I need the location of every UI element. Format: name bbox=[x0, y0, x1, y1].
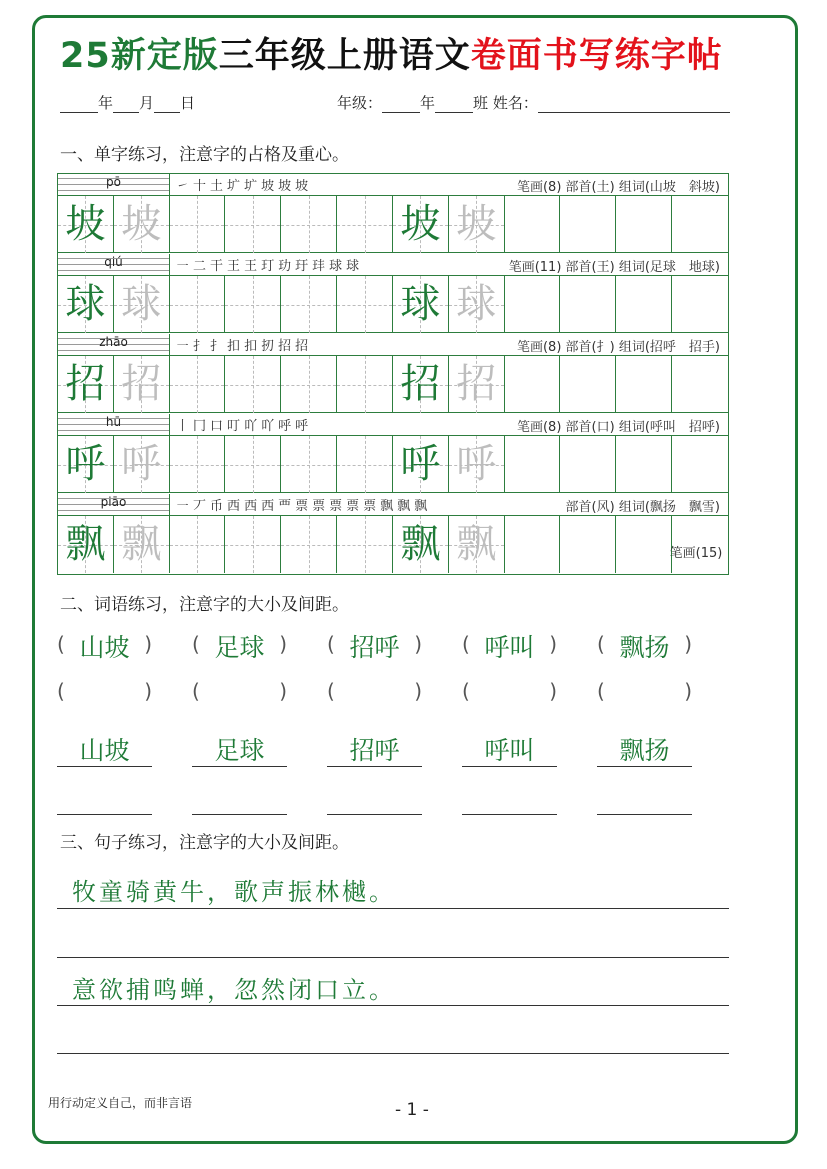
radical: 部首(口) bbox=[565, 420, 615, 435]
writing-cell[interactable] bbox=[449, 436, 505, 493]
writing-cell[interactable] bbox=[337, 196, 393, 253]
char-meta bbox=[566, 496, 720, 515]
writing-cell[interactable] bbox=[337, 276, 393, 333]
writing-cell[interactable] bbox=[616, 276, 672, 333]
model-character: 球 bbox=[400, 281, 441, 327]
writing-cell[interactable] bbox=[449, 356, 505, 413]
pinyin: qiú bbox=[104, 255, 123, 269]
stroke-step: 招 bbox=[295, 339, 309, 354]
word-line-blank[interactable] bbox=[597, 814, 692, 815]
model-character: 呼 bbox=[65, 441, 106, 487]
writing-cell[interactable] bbox=[505, 196, 561, 253]
model-character: 飘 bbox=[400, 521, 441, 567]
word-examples: 组词(山坡 斜坡) bbox=[618, 180, 720, 195]
writing-cell[interactable] bbox=[281, 436, 337, 493]
writing-cell[interactable] bbox=[225, 356, 281, 413]
word-line[interactable] bbox=[462, 766, 557, 767]
word-line-blank[interactable] bbox=[192, 814, 287, 815]
stroke-step: 扌 bbox=[210, 339, 224, 354]
stroke-step: 呼 bbox=[295, 419, 309, 434]
writing-cell[interactable] bbox=[672, 276, 728, 333]
writing-row bbox=[58, 356, 728, 413]
writing-cell[interactable] bbox=[393, 276, 449, 333]
stroke-step: 扨 bbox=[261, 339, 275, 354]
writing-cell[interactable] bbox=[672, 196, 728, 253]
character-practice-grid bbox=[57, 173, 729, 575]
pinyin-blank[interactable]: ( ) bbox=[192, 679, 287, 703]
writing-cell[interactable] bbox=[58, 356, 114, 413]
grade-label: 年级： bbox=[337, 94, 383, 112]
word-examples: 组词(飘扬 飘雪) bbox=[618, 500, 720, 515]
sentence-1: 牧童骑黄牛，歌声振林樾。 bbox=[72, 878, 396, 906]
writing-row bbox=[58, 516, 728, 573]
writing-cell[interactable] bbox=[616, 196, 672, 253]
word-with-parens: 呼叫 bbox=[484, 633, 535, 662]
pinyin: piāo bbox=[100, 495, 127, 509]
writing-cell[interactable] bbox=[393, 516, 449, 573]
stroke-step: 扌 bbox=[193, 339, 207, 354]
writing-cell[interactable] bbox=[281, 276, 337, 333]
stroke-step: 圹 bbox=[244, 179, 258, 194]
writing-cell[interactable] bbox=[449, 196, 505, 253]
section3-heading: 三、句子练习，注意字的大小及间距。 bbox=[60, 833, 349, 853]
char-meta bbox=[517, 416, 720, 435]
writing-cell[interactable] bbox=[560, 356, 616, 413]
stroke-step: 丆 bbox=[193, 499, 207, 514]
word-parens: ( ) bbox=[462, 632, 557, 656]
trace-character: 飘 bbox=[121, 521, 162, 567]
stroke-step: 球 bbox=[329, 259, 343, 274]
word-examples: 组词(足球 地球) bbox=[618, 260, 720, 275]
writing-cell[interactable] bbox=[560, 436, 616, 493]
word-on-line: 招呼 bbox=[349, 736, 400, 765]
radical: 部首(风) bbox=[565, 500, 615, 515]
writing-cell[interactable] bbox=[672, 436, 728, 493]
stroke-step: 坡 bbox=[261, 179, 275, 194]
stroke-step: 王 bbox=[227, 259, 241, 274]
word-parens: ( ) bbox=[327, 632, 422, 656]
writing-cell[interactable] bbox=[170, 516, 226, 573]
pinyin-box bbox=[58, 254, 170, 275]
pinyin-blank[interactable]: ( ) bbox=[597, 679, 692, 703]
stroke-step: 西 bbox=[261, 499, 275, 514]
word-line-blank[interactable] bbox=[327, 814, 422, 815]
writing-cell[interactable] bbox=[114, 196, 170, 253]
pinyin-blank[interactable]: ( ) bbox=[327, 679, 422, 703]
stroke-step: 口 bbox=[210, 419, 224, 434]
stroke-step: 票 bbox=[329, 499, 343, 514]
pinyin-blank[interactable]: ( ) bbox=[57, 679, 152, 703]
info-row bbox=[58, 414, 728, 436]
char-meta bbox=[517, 176, 720, 195]
word-examples: 组词(呼叫 招呼) bbox=[618, 420, 720, 435]
writing-cell[interactable] bbox=[672, 356, 728, 413]
word-with-parens: 飘扬 bbox=[619, 633, 670, 662]
writing-cell[interactable] bbox=[616, 356, 672, 413]
stroke-step: 丨 bbox=[176, 419, 190, 434]
radical: 部首(王) bbox=[565, 260, 615, 275]
stroke-step: 票 bbox=[312, 499, 326, 514]
trace-character: 呼 bbox=[456, 441, 497, 487]
stroke-step: 玎 bbox=[261, 259, 275, 274]
word-parens: ( ) bbox=[57, 632, 152, 656]
character-group bbox=[58, 334, 728, 414]
stroke-count: 笔画(11) bbox=[508, 260, 562, 275]
model-character: 招 bbox=[65, 361, 106, 407]
model-character: 飘 bbox=[65, 521, 106, 567]
pinyin: pō bbox=[106, 175, 121, 189]
writing-cell[interactable] bbox=[225, 516, 281, 573]
title-part3: 卷面书写练字帖 bbox=[470, 36, 723, 76]
writing-cell[interactable] bbox=[58, 436, 114, 493]
writing-cell[interactable] bbox=[225, 196, 281, 253]
radical: 部首(扌) bbox=[565, 340, 615, 355]
writing-cell[interactable] bbox=[505, 516, 561, 573]
trace-character: 招 bbox=[121, 361, 162, 407]
section2-heading: 二、词语练习，注意字的大小及间距。 bbox=[60, 595, 349, 615]
writing-line[interactable] bbox=[57, 957, 729, 958]
writing-cell[interactable] bbox=[669, 516, 728, 573]
writing-cell[interactable] bbox=[114, 516, 170, 573]
stroke-step: 扣 bbox=[227, 339, 241, 354]
info-row bbox=[58, 254, 728, 276]
writing-cell[interactable] bbox=[505, 356, 561, 413]
word-line[interactable] bbox=[327, 766, 422, 767]
trace-character: 坡 bbox=[456, 201, 497, 247]
word-with-parens: 山坡 bbox=[79, 633, 130, 662]
stroke-step: 西 bbox=[227, 499, 241, 514]
word-on-line: 足球 bbox=[214, 736, 265, 765]
stroke-step: 圹 bbox=[227, 179, 241, 194]
writing-cell[interactable] bbox=[114, 276, 170, 333]
writing-line[interactable] bbox=[57, 1053, 729, 1054]
trace-character: 招 bbox=[456, 361, 497, 407]
writing-cell[interactable] bbox=[58, 196, 114, 253]
stroke-step: 玤 bbox=[312, 259, 326, 274]
word-line[interactable] bbox=[597, 766, 692, 767]
year-label: 年 bbox=[98, 94, 114, 112]
model-character: 呼 bbox=[400, 441, 441, 487]
pinyin: hū bbox=[105, 415, 122, 429]
stroke-step: 币 bbox=[210, 499, 224, 514]
word-parens: ( ) bbox=[192, 632, 287, 656]
info-row bbox=[58, 174, 728, 196]
sentence-2: 意欲捕鸣蝉，忽然闭口立。 bbox=[72, 976, 396, 1004]
name-label: 姓名： bbox=[492, 94, 538, 112]
pinyin: zhāo bbox=[99, 335, 128, 349]
radical: 部首(土) bbox=[565, 180, 615, 195]
writing-cell[interactable] bbox=[114, 356, 170, 413]
stroke-step: 飘 bbox=[414, 499, 428, 514]
stroke-step: ㇀ bbox=[176, 179, 190, 194]
stroke-step: 十 bbox=[193, 179, 207, 194]
writing-line[interactable] bbox=[57, 908, 729, 909]
stroke-step: 王 bbox=[244, 259, 258, 274]
writing-cell[interactable] bbox=[560, 516, 616, 573]
writing-cell[interactable] bbox=[170, 356, 226, 413]
stroke-count: 笔画(8) bbox=[516, 180, 562, 195]
section1-heading: 一、单字练习，注意字的占格及重心。 bbox=[60, 145, 349, 165]
character-group bbox=[58, 494, 728, 574]
word-with-parens: 招呼 bbox=[349, 633, 400, 662]
pinyin-box bbox=[58, 414, 170, 435]
stroke-step: 西 bbox=[244, 499, 258, 514]
model-character: 坡 bbox=[400, 201, 441, 247]
stroke-count: 笔画(8) bbox=[516, 340, 562, 355]
stroke-step: 叮 bbox=[227, 419, 241, 434]
trace-character: 飘 bbox=[456, 521, 497, 567]
word-parens: ( ) bbox=[597, 632, 692, 656]
character-group bbox=[58, 414, 728, 494]
writing-cell[interactable] bbox=[616, 516, 672, 573]
grade-year-label: 年 bbox=[420, 94, 436, 112]
trace-character: 球 bbox=[456, 281, 497, 327]
word-on-line: 呼叫 bbox=[484, 736, 535, 765]
writing-cell[interactable] bbox=[281, 356, 337, 413]
writing-cell[interactable] bbox=[225, 436, 281, 493]
day-label: 日 bbox=[180, 94, 196, 112]
writing-row bbox=[58, 196, 728, 253]
stroke-step: 票 bbox=[346, 499, 360, 514]
stroke-step: 玏 bbox=[278, 259, 292, 274]
stroke-step: 票 bbox=[363, 499, 377, 514]
word-line[interactable] bbox=[57, 766, 152, 767]
title-part1: 25新定版 bbox=[60, 36, 219, 76]
writing-cell[interactable] bbox=[281, 196, 337, 253]
writing-cell[interactable] bbox=[449, 516, 505, 573]
writing-cell[interactable] bbox=[58, 516, 114, 573]
writing-cell[interactable] bbox=[393, 356, 449, 413]
model-character: 坡 bbox=[65, 201, 106, 247]
stroke-step: ㇐ bbox=[176, 499, 190, 514]
writing-cell[interactable] bbox=[170, 276, 226, 333]
writing-line[interactable] bbox=[57, 1005, 729, 1006]
trace-character: 球 bbox=[121, 281, 162, 327]
info-row bbox=[58, 334, 728, 356]
stroke-step: 票 bbox=[295, 499, 309, 514]
stroke-step: ㇐ bbox=[176, 259, 190, 274]
month-label: 月 bbox=[139, 94, 155, 112]
writing-cell[interactable] bbox=[337, 516, 393, 573]
date-field[interactable] bbox=[60, 92, 195, 113]
stroke-step: 土 bbox=[210, 179, 224, 194]
word-on-line: 山坡 bbox=[79, 736, 130, 765]
writing-row bbox=[58, 276, 728, 333]
title-part2: 三年级上册语文 bbox=[218, 36, 471, 76]
page-number: - 1 - bbox=[395, 1100, 429, 1120]
footer-motto: 用行动定义自己，而非言语 bbox=[48, 1096, 193, 1110]
character-group bbox=[58, 174, 728, 254]
stroke-step: 坡 bbox=[295, 179, 309, 194]
stroke-step: 坡 bbox=[278, 179, 292, 194]
word-line[interactable] bbox=[192, 766, 287, 767]
writing-cell[interactable] bbox=[505, 276, 561, 333]
stroke-step: 玗 bbox=[295, 259, 309, 274]
writing-cell[interactable] bbox=[170, 196, 226, 253]
writing-cell[interactable] bbox=[505, 436, 561, 493]
writing-cell[interactable] bbox=[114, 436, 170, 493]
class-label: 班 bbox=[473, 94, 489, 112]
char-meta bbox=[509, 256, 720, 275]
char-meta bbox=[517, 336, 720, 355]
stroke-step: ㇐ bbox=[176, 339, 190, 354]
stroke-step: 球 bbox=[346, 259, 360, 274]
word-on-line: 飘扬 bbox=[619, 736, 670, 765]
page-title bbox=[60, 28, 723, 78]
writing-cell[interactable] bbox=[337, 356, 393, 413]
model-character: 招 bbox=[400, 361, 441, 407]
model-character: 球 bbox=[65, 281, 106, 327]
writing-cell[interactable] bbox=[560, 196, 616, 253]
writing-cell[interactable] bbox=[560, 276, 616, 333]
word-line-blank[interactable] bbox=[462, 814, 557, 815]
writing-cell[interactable] bbox=[225, 276, 281, 333]
stroke-count: 笔画(8) bbox=[516, 420, 562, 435]
grade-name-field[interactable] bbox=[337, 92, 730, 113]
word-with-parens: 足球 bbox=[214, 633, 265, 662]
writing-cell[interactable] bbox=[281, 516, 337, 573]
info-row bbox=[58, 494, 728, 516]
writing-cell[interactable] bbox=[58, 276, 114, 333]
stroke-step: 飘 bbox=[380, 499, 394, 514]
writing-cell[interactable] bbox=[393, 436, 449, 493]
writing-cell[interactable] bbox=[616, 436, 672, 493]
stroke-step: 冂 bbox=[193, 419, 207, 434]
pinyin-box bbox=[58, 174, 170, 195]
stroke-step: 扣 bbox=[244, 339, 258, 354]
stroke-step: 吖 bbox=[261, 419, 275, 434]
stroke-step: 呼 bbox=[278, 419, 292, 434]
stroke-count: 笔画(15) bbox=[669, 546, 723, 561]
stroke-step: 飘 bbox=[397, 499, 411, 514]
word-line-blank[interactable] bbox=[57, 814, 152, 815]
writing-cell[interactable] bbox=[449, 276, 505, 333]
pinyin-box bbox=[58, 494, 170, 515]
word-examples: 组词(招呼 招手) bbox=[618, 340, 720, 355]
writing-cell[interactable] bbox=[393, 196, 449, 253]
trace-character: 呼 bbox=[121, 441, 162, 487]
stroke-step: 覀 bbox=[278, 499, 292, 514]
stroke-step: 干 bbox=[210, 259, 224, 274]
stroke-step: 吖 bbox=[244, 419, 258, 434]
stroke-step: 招 bbox=[278, 339, 292, 354]
writing-row bbox=[58, 436, 728, 493]
trace-character: 坡 bbox=[121, 201, 162, 247]
writing-cell[interactable] bbox=[170, 436, 226, 493]
pinyin-blank[interactable]: ( ) bbox=[462, 679, 557, 703]
stroke-step: 二 bbox=[193, 259, 207, 274]
pinyin-box bbox=[58, 334, 170, 355]
character-group bbox=[58, 254, 728, 334]
writing-cell[interactable] bbox=[337, 436, 393, 493]
